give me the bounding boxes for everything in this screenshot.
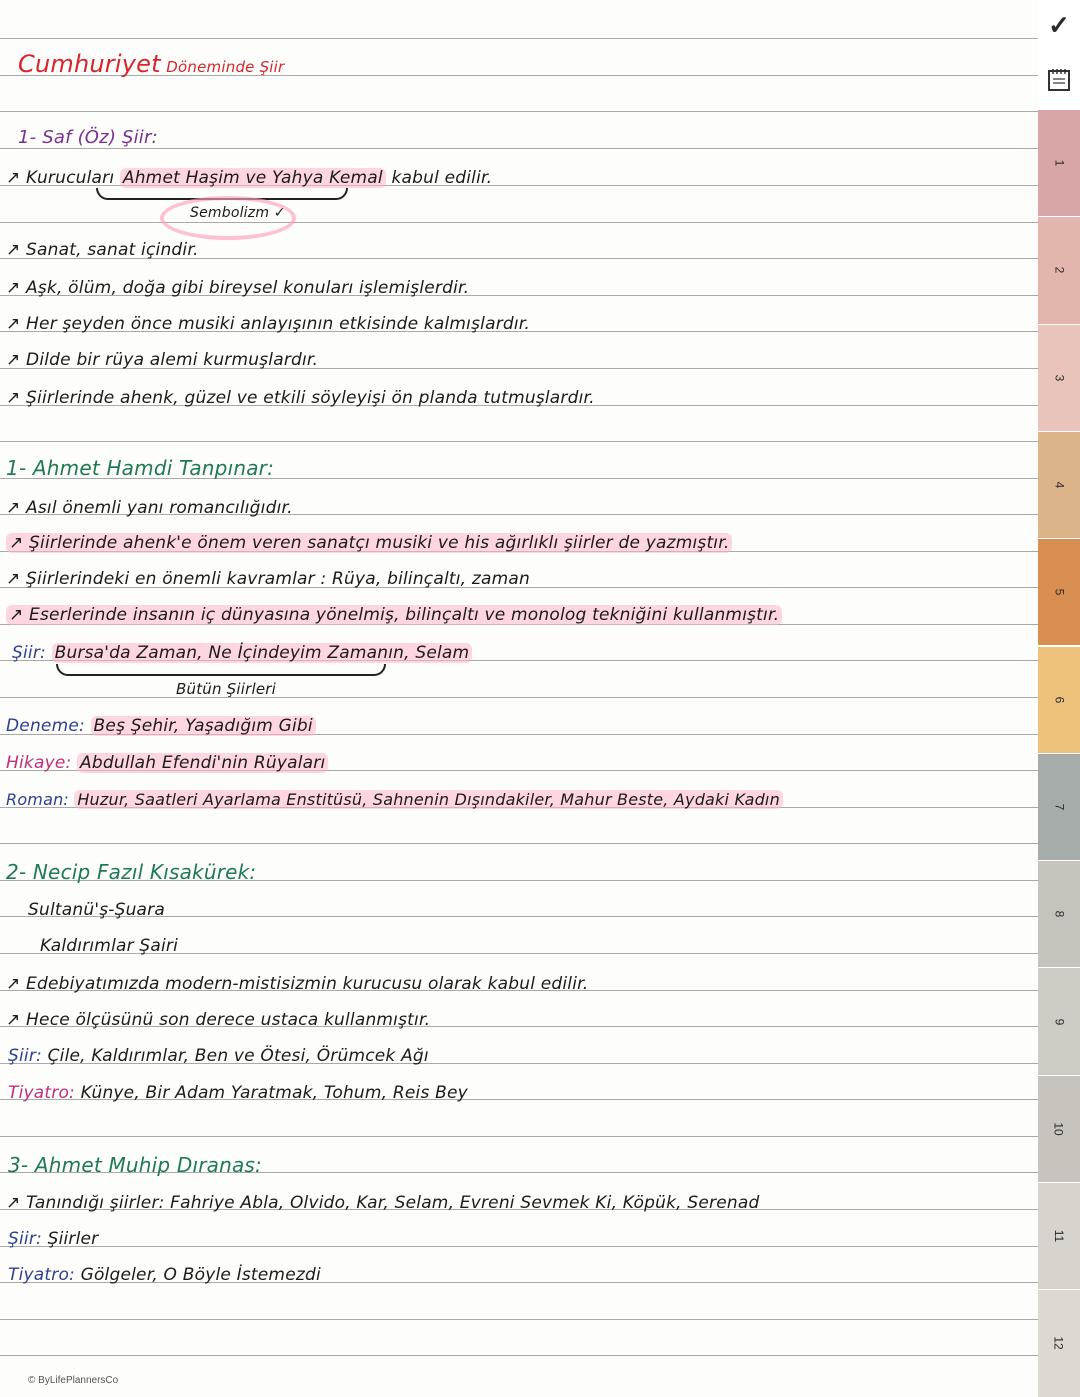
tiyatro-value: Künye, Bir Adam Yaratmak, Tohum, Reis Bey [80,1083,468,1103]
roman-label: Roman: [6,790,70,809]
footer-copyright: © ByLifePlannersCo [28,1375,119,1386]
tab-label: 11 [1052,1229,1066,1243]
heading-diranas: 3- Ahmet Muhip Dıranas: [8,1153,262,1177]
heading-kisakurek: 2- Necip Fazıl Kısakürek: [6,860,257,884]
rule-line [0,697,1038,698]
title-sub: Döneminde Şiir [166,58,285,76]
hikaye-label: Hikaye: [6,753,72,773]
rule-line [0,441,1038,442]
tab-label: 7 [1052,803,1066,811]
kurucu-suffix: kabul edilir. [391,168,493,188]
tab-10[interactable] [1038,1076,1080,1182]
kurucu-prefix: ↗ Kurucuları [6,168,115,188]
deneme-line [6,716,316,736]
rule-line [0,843,1038,844]
alias-2: Kaldırımlar Şairi [40,936,179,956]
tab-12[interactable] [1038,1290,1080,1396]
tanpinar-bullet-4-text: ↗ Eserlerinde insanın iç dünyasına yönelmiş, bilinçaltı ve monolog tekniğini kullanmıştır. [6,605,782,625]
tab-label: 3 [1052,374,1066,382]
tiyatro-label: Tiyatro: [8,1265,75,1285]
tab-label: 10 [1051,1122,1066,1136]
heading-tanpinar: 1- Ahmet Hamdi Tanpınar: [6,456,275,480]
bullet-4: ↗ Dilde bir rüya alemi kurmuşlardır. [6,350,319,370]
rule-line [0,148,1038,149]
tab-4[interactable] [1038,432,1080,538]
tab-label: 6 [1052,696,1066,703]
rule-line [0,1355,1038,1356]
tab-label: 1 [1052,159,1066,167]
kurucu-names: Ahmet Haşim ve Yahya Kemal [120,168,386,188]
rule-line [0,1319,1038,1320]
tab-11[interactable] [1038,1183,1080,1289]
tanpinar-bullet-2-text: ↗ Şiirlerinde ahenk'e önem veren sanatçı musiki ve his ağırlıklı şiirler de yazmıştır. [6,533,732,553]
tab-3[interactable] [1038,325,1080,431]
tanpinar-bullet-3: ↗ Şiirlerindeki en önemli kavramlar : Rüya, bilinçaltı, zaman [6,569,530,589]
rule-line [0,38,1038,39]
tiyatro-label: Tiyatro: [8,1083,75,1103]
siir-value: Çile, Kaldırımlar, Ben ve Ötesi, Örümcek Ağı [47,1046,429,1066]
section-heading-saf-siir: 1- Saf (Öz) Şiir: [18,127,158,148]
rule-line [0,111,1038,112]
kurucu-line [6,168,492,188]
siir-label: Şiir: [8,1046,42,1066]
tab-1[interactable] [1038,110,1080,216]
roman-line [6,790,783,809]
deneme-value: Beş Şehir, Yaşadığım Gibi [91,716,316,736]
tab-8[interactable] [1038,861,1080,967]
sembolizm-note: Sembolizm ✓ [190,205,286,221]
hikaye-value: Abdullah Efendi'nin Rüyaları [77,753,328,773]
kisakurek-tiyatro [8,1083,468,1103]
tanpinar-bullet-1: ↗ Asıl önemli yanı romancılığıdır. [6,498,293,518]
kisakurek-bullet-2: ↗ Hece ölçüsünü son derece ustaca kullanmıştır. [6,1010,431,1030]
bullet-5: ↗ Şiirlerinde ahenk, güzel ve etkili söyleyişi ön planda tutmuşlardır. [6,388,595,408]
tab-label: 12 [1051,1336,1066,1351]
notebook-icon [1046,67,1072,93]
tab-strip [1038,0,1080,1397]
tab-2[interactable] [1038,217,1080,323]
siir-label: Şiir: [12,643,46,663]
tab-5[interactable] [1038,539,1080,645]
page-title [18,50,284,78]
diranas-siir [8,1229,98,1249]
title-main: Cumhuriyet [18,50,161,78]
tanpinar-siir [12,643,472,663]
roman-value: Huzur, Saatleri Ayarlama Enstitüsü, Sahnenin Dışındakiler, Mahur Beste, Aydaki Kadın [74,790,783,809]
tiyatro-value: Gölgeler, O Böyle İstemezdi [80,1265,321,1285]
check-icon: ✓ [1048,9,1070,40]
bullet-3: ↗ Her şeyden önce musiki anlayışının etkisinde kalmışlardır. [6,314,531,334]
rule-line [0,1246,1038,1247]
tab-label: 4 [1052,481,1066,489]
rule-line [0,222,1038,223]
siir-note: Bütün Şiirleri [176,680,277,698]
tanpinar-bullet-2 [6,533,732,553]
tanpinar-bullet-4 [6,605,782,625]
notebook-tab[interactable] [1038,55,1080,105]
tab-6[interactable] [1038,647,1080,753]
alias-1: Sultanü'ş-Şuara [28,900,165,920]
rule-line [0,1136,1038,1137]
deneme-label: Deneme: [6,716,85,736]
siir-value: Şiirler [47,1229,99,1249]
hikaye-line [6,753,328,773]
siir-label: Şiir: [8,1229,42,1249]
siir-brace [56,664,386,676]
kisakurek-bullet-1: ↗ Edebiyatımızda modern-mistisizmin kurucusu olarak kabul edilir. [6,974,589,994]
tab-label: 8 [1052,910,1066,918]
tab-label: 2 [1052,267,1066,274]
bullet-2: ↗ Aşk, ölüm, doğa gibi bireysel konuları işlemişlerdir. [6,278,470,298]
tab-label: 9 [1052,1018,1066,1025]
siir-value: Bursa'da Zaman, Ne İçindeyim Zamanın, Selam [52,643,473,663]
tab-9[interactable] [1038,968,1080,1074]
diranas-tiyatro [8,1265,321,1285]
tab-7[interactable] [1038,754,1080,860]
check-tab[interactable] [1038,0,1080,50]
kisakurek-siir [8,1046,429,1066]
diranas-bullet: ↗ Tanındığı şiirler: Fahriye Abla, Olvido, Kar, Selam, Evreni Sevmek Ki, Köpük, Serenad [6,1193,760,1213]
bullet-1: ↗ Sanat, sanat içindir. [6,240,199,260]
tab-label: 5 [1052,588,1066,596]
